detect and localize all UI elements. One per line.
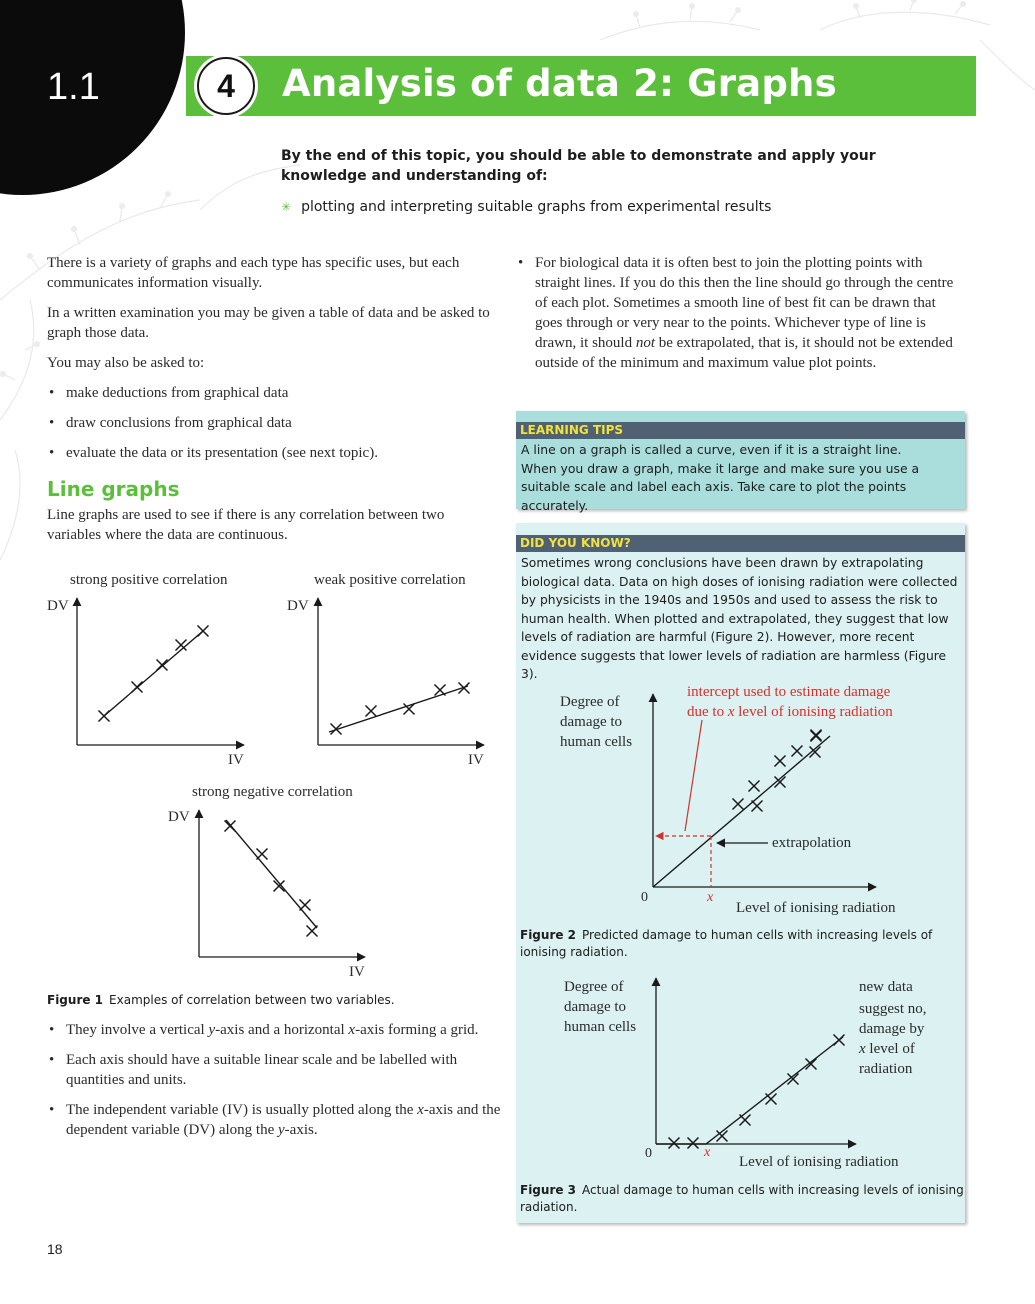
origin-label: 0 [645, 1146, 652, 1161]
plot-points [669, 1035, 845, 1149]
graph-rules-list [47, 1020, 502, 1140]
plot-point-marker [157, 660, 168, 671]
panel-strong-positive [47, 572, 244, 768]
section-number: 1.1 [47, 66, 100, 108]
y-axis-label: Degree of [564, 979, 624, 995]
panel-strong-negative [168, 784, 365, 980]
trend-line [329, 686, 468, 732]
panel-title: weak positive correlation [314, 572, 466, 588]
new-data-note: x level of [859, 1041, 915, 1057]
objective-item [281, 199, 771, 215]
plot-point-marker [198, 626, 209, 637]
caption-text: Actual damage to human cells with increasing levels of ionising radiation. [520, 1183, 964, 1214]
x-axis-label: IV [228, 752, 244, 768]
plot-point-marker [752, 801, 763, 812]
right-column [516, 253, 966, 383]
left-column [47, 253, 497, 555]
plot-point-marker [733, 799, 744, 810]
list-item: • make deductions from graphical data [47, 383, 497, 403]
plot-point-marker [307, 926, 318, 937]
tip-line: A line on a graph is called a curve, even if it is a straight line. [521, 442, 902, 457]
list-item: • draw conclusions from graphical data [47, 413, 497, 433]
plot-point-marker [669, 1138, 680, 1149]
learning-tips-body [516, 439, 965, 515]
y-axis-label: DV [287, 598, 309, 614]
list-item: • The independent variable (IV) is usually plotted along the x-axis and the dependent variable (DV) along the y-axis. [47, 1100, 502, 1140]
page-title: Analysis of data 2: Graphs [282, 62, 837, 105]
figure-1-caption [47, 993, 395, 1007]
panel-title: strong positive correlation [70, 572, 228, 588]
plot-point-marker [834, 1035, 845, 1046]
page-number: 18 [47, 1241, 63, 1257]
new-data-note: damage by [859, 1021, 925, 1037]
trend-line [226, 820, 317, 928]
plot-point-marker [766, 1094, 777, 1105]
figure-3-actual-damage-graph [520, 970, 965, 1180]
intro-bullet-list [47, 383, 497, 463]
x-axis-label: IV [349, 964, 365, 980]
y-axis-label: DV [47, 598, 69, 614]
line-graphs-paragraph: Line graphs are used to see if there is any correlation between two variables where the data are continuous. [47, 507, 445, 543]
y-axis-label: damage to [564, 999, 627, 1015]
intro-paragraph: You may also be asked to: [47, 355, 205, 371]
plot-point-marker [99, 711, 110, 722]
y-axis-label: human cells [560, 734, 633, 750]
plot-point-marker [792, 746, 803, 757]
figure-3-caption [520, 1182, 965, 1216]
plot-point-marker [132, 682, 143, 693]
extrapolation-label: extrapolation [772, 835, 852, 851]
objectives-intro: By the end of this topic, you should be able to demonstrate and apply your knowledge and understanding of: [281, 148, 876, 184]
did-you-know-heading: DID YOU KNOW? [516, 535, 965, 552]
plot-point-marker [300, 900, 311, 911]
figure-1-correlation-graphs [40, 570, 500, 985]
caption-label: Figure 2 [520, 928, 577, 942]
origin-label: 0 [641, 890, 648, 905]
plot-point-marker [225, 821, 236, 832]
figure-2-extrapolation-graph [520, 680, 965, 920]
plot-point-marker [366, 706, 377, 717]
x-axis-label: IV [468, 752, 484, 768]
x-axis-label: Level of ionising radiation [739, 1154, 899, 1170]
intercept-annotation: due to x level of ionising radiation [687, 704, 893, 720]
list-item: • evaluate the data or its presentation (see next topic). [47, 443, 497, 463]
learning-tips-box [516, 411, 965, 513]
plot-point-marker [688, 1138, 699, 1149]
caption-text: Predicted damage to human cells with increasing levels of ionising radiation. [520, 928, 933, 959]
biological-data-list [516, 253, 966, 373]
panel-weak-positive [287, 572, 484, 768]
plot-point-marker [435, 685, 446, 696]
topic-badge: 4 [197, 57, 255, 115]
plot-point-marker [806, 1059, 817, 1070]
intro-paragraph: In a written examination you may be given a table of data and be asked to graph those data. [47, 305, 490, 341]
tip-line: When you draw a graph, make it large and make sure you use a suitable scale and label each axis. Take care to plot the points accurately. [521, 460, 920, 513]
plot-point-marker [176, 640, 187, 651]
plot-point-marker [257, 849, 268, 860]
caption-label: Figure 3 [520, 1183, 577, 1197]
objective-text: plotting and interpreting suitable graphs from experimental results [301, 199, 772, 215]
plot-point-marker [775, 756, 786, 767]
plot-point-marker [749, 781, 760, 792]
line-graphs-heading: Line graphs [47, 477, 180, 501]
list-item: • They involve a vertical y-axis and a horizontal x-axis forming a grid. [47, 1020, 502, 1040]
y-axis-label: human cells [564, 1019, 637, 1035]
plot-point-marker [740, 1115, 751, 1126]
list-item: • Each axis should have a suitable linear scale and be labelled with quantities and units. [47, 1050, 502, 1090]
plot-points [733, 730, 822, 812]
caption-text: Examples of correlation between two variables. [109, 993, 395, 1007]
x-value-marker: x [704, 1145, 711, 1160]
y-axis-label: Degree of [560, 694, 620, 710]
y-axis-label: DV [168, 809, 190, 825]
asterisk-bullet-icon: ✳ [281, 200, 292, 214]
trend-line [104, 631, 203, 716]
plot-point-marker [811, 731, 822, 742]
list-item: • For biological data it is often best to join the plotting points with straight lines. If you do this then the line should go through the centre of each plot. Sometimes a smooth line of best fit can be drawn that goes through or very near to the points. Whichever type of line is drawn, it should not be extrapolated, that is, it should not be extended outside of the minimum and maximum value plot points. [516, 253, 966, 373]
x-value-marker: x [707, 890, 714, 905]
new-data-note: radiation [859, 1061, 913, 1077]
intercept-annotation: intercept used to estimate damage [687, 684, 891, 700]
learning-tips-heading: LEARNING TIPS [516, 422, 965, 439]
new-data-note: new data [859, 979, 913, 995]
caption-label: Figure 1 [47, 993, 104, 1007]
annotation-pointer [685, 720, 702, 831]
y-axis-label: damage to [560, 714, 623, 730]
x-axis-label: Level of ionising radiation [736, 900, 896, 916]
plot-points [225, 821, 318, 937]
figure-2-caption [520, 927, 965, 961]
did-you-know-text: Sometimes wrong conclusions have been drawn by extrapolating biological data. Data on high doses of ionising radiation were collected by physicists in the 1940s and 1950s and used to assess the risk to human health. When plotted and extrapolated, they suggest that low levels of radiation are harmful (Figure 2). However, more recent evidence suggests that lower levels of radiation are harmless (Figure 3). [521, 556, 958, 681]
intro-paragraph: There is a variety of graphs and each type has specific uses, but each communicates information visually. [47, 255, 460, 291]
left-column-bullets [47, 1020, 502, 1150]
actual-damage-line [656, 1037, 843, 1144]
panel-title: strong negative correlation [192, 784, 353, 800]
extrapolated-line [653, 736, 830, 887]
new-data-note: suggest no, [859, 1001, 927, 1017]
